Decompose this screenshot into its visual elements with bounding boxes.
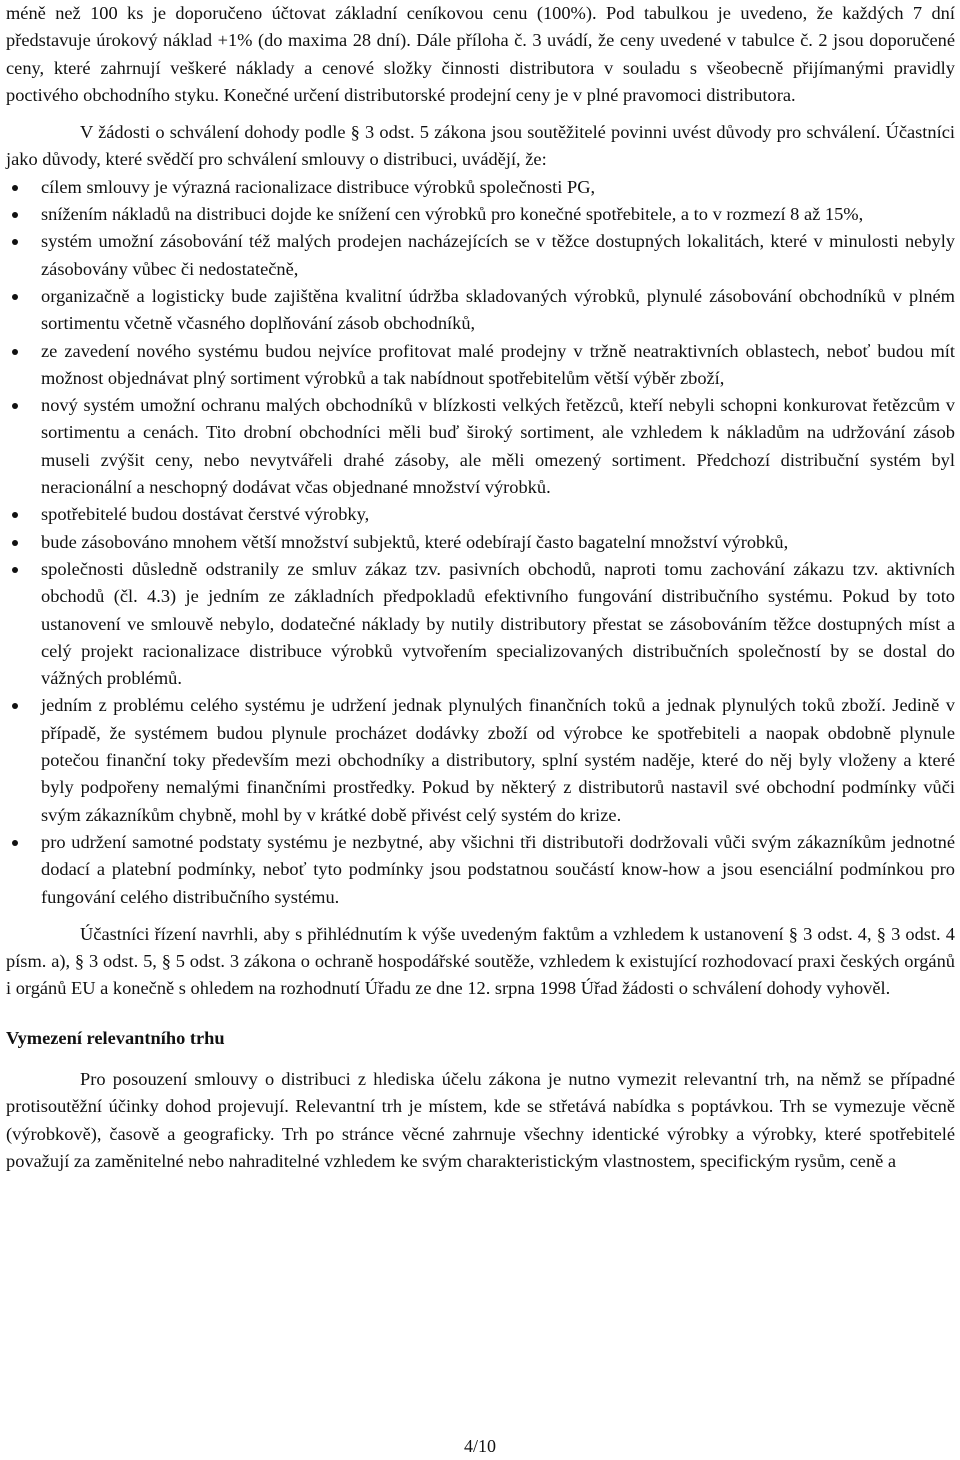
bullet-icon: [12, 840, 18, 846]
bullet-icon: [12, 512, 18, 518]
bullet-icon: [12, 212, 18, 218]
intro-paragraph: méně než 100 ks je doporučeno účtovat základní ceníkovou cenu (100%). Pod tabulkou je uvedeno, že každých 7 dní představuje úrokový náklad +1% (do maxima 28 dní). Dále příloha č. 3 uvádí, že ceny uvedené v tabulce č. 2 jsou doporučené ceny, které zahrnují veškeré náklady a cenové složky činnosti distributora v souladu s všeobecně přijímanými pravidly poctivého obchodního styku. Konečné určení distributorské prodejní ceny je v plné pravomoci distributora.: [6, 3, 955, 105]
list-item: organizačně a logisticky bude zajištěna kvalitní údržba skladovaných výrobků, plynulé zásobování obchodníků v plném sortimentu včetně včasného doplňování zásob obchodníků,: [41, 283, 955, 338]
bullet-icon: [12, 185, 18, 191]
list-item: spotřebitelé budou dostávat čerstvé výrobky,: [41, 501, 955, 528]
bullet-icon: [12, 349, 18, 355]
list-item: společnosti důsledně odstranily ze smluv zákaz tzv. pasivních obchodů, naproti tomu zachování zákazu tzv. aktivních obchodů (čl. 4.3) je jedním ze základních předpokladů efektivního fungování distribučního systému. Pokud by toto ustanovení ve smlouvě nebylo, dodatečné náklady by nutily distributory přestat se zásobováním těžce dostupných míst a celý projekt racionalizace distribuce výrobků vytvořením specializovaných distribučních společností by se dostal do vážných problémů.: [41, 556, 955, 692]
list-item: jedním z problému celého systému je udržení jednak plynulých finančních toků a jednak plynulých toků zboží. Jedině v případě, že systémem budou plynule procházet dodávky zboží od výrobce ke spotřebiteli a naopak obdobně plynule potečou finanční toky především mezi obchodníky a distributory, splní systém naděje, které do něj byly vloženy a které byly podpořeny nemalými finančními prostředky. Pokud by některý z distributorů nastavil své obchodní podmínky vůči svým zákazníkům chybně, mohl by v krátké době přivést celý systém do krize.: [41, 692, 955, 828]
reasons-list: [6, 174, 955, 911]
list-item: systém umožní zásobování též malých prodejen nacházejících se v těžce dostupných lokalitách, které v minulosti nebyly zásobovány vůbec či nedostatečně,: [41, 228, 955, 283]
bullet-icon: [12, 540, 18, 546]
page-number: 4/10: [463, 1436, 496, 1456]
list-item: nový systém umožní ochranu malých obchodníků v blízkosti velkých řetězců, kteří nebyli schopni konkurovat řetězcům v sortimentu a cenách. Tito drobní obchodníci měli buď široký sortiment, ale vzhledem k nákladům na udržování zásob museli zvýšit ceny, nebo nevytvářeli drahé zásoby, ale měli omezený sortiment. Předchozí distribuční systém byl neracionální a neschopný dodávat včas objednané množství výrobků.: [41, 392, 955, 501]
bullet-icon: [12, 567, 18, 573]
list-item: cílem smlouvy je výrazná racionalizace distribuce výrobků společnosti PG,: [41, 174, 955, 201]
list-item: ze zavedení nového systému budou nejvíce profitovat malé prodejny v tržně neatraktivních oblastech, neboť budou mít možnost objednávat plný sortiment výrobků a tak nabídnout spotřebitelům větší výběr zboží,: [41, 338, 955, 393]
document-page: [6, 0, 955, 1175]
bullet-icon: [12, 403, 18, 409]
relevant-market-paragraph: Pro posouzení smlouvy o distribuci z hlediska účelu zákona je nutno vymezit relevantní trh, na němž se případné protisoutěžní účinky dohod projevují. Relevantní trh je místem, kde se střetává nabídka s poptávkou. Trh se vymezuje věcně (výrobkově), časově a geograficky. Trh po stránce věcné zahrnuje všechny identické výrobky a výrobky, které spotřebitelé považují za zaměnitelné nebo nahraditelné vzhledem ke svým charakteristickým vlastnostem, specifickým rysům, ceně a: [6, 1068, 955, 1171]
conclusion-paragraph: Účastníci řízení navrhli, aby s přihlédnutím k výše uvedeným faktům a vzhledem k ustanovení § 3 odst. 4, § 3 odst. 4 písm. a), § 3 odst. 5, § 5 odst. 3 zákona o ochraně hospodářské soutěže, vzhledem k existující rozhodovací praxi českých orgánů i orgánů EU a konečně s ohledem na rozhodnutí Úřadu ze dne 12. srpna 1998 Úřad žádosti o schválení dohody vyhověl.: [6, 923, 955, 999]
list-item: bude zásobováno mnohem větší množství subjektů, které odebírají často bagatelní množství výrobků,: [41, 529, 955, 556]
list-item: pro udržení samotné podstaty systému je nezbytné, aby všichni tři distributoři dodržovali vůči svým zákazníkům jednotné dodací a platební podmínky, neboť tyto podmínky jsou podstatnou součástí know-how a jsou esenciální podmínkou pro fungování celého distribučního systému.: [41, 829, 955, 911]
bullet-icon: [12, 294, 18, 300]
section-heading: Vymezení relevantního trhu: [6, 1027, 225, 1048]
bullet-icon: [12, 703, 18, 709]
approval-request-paragraph: V žádosti o schválení dohody podle § 3 odst. 5 zákona jsou soutěžitelé povinni uvést důvody pro schválení. Účastníci jako důvody, které svědčí pro schválení smlouvy o distribuci, uvádějí, že:: [6, 122, 955, 170]
bullet-icon: [12, 239, 18, 245]
list-item: snížením nákladů na distribuci dojde ke snížení cen výrobků pro konečné spotřebitele, a to v rozmezí 8 až 15%,: [41, 201, 955, 228]
